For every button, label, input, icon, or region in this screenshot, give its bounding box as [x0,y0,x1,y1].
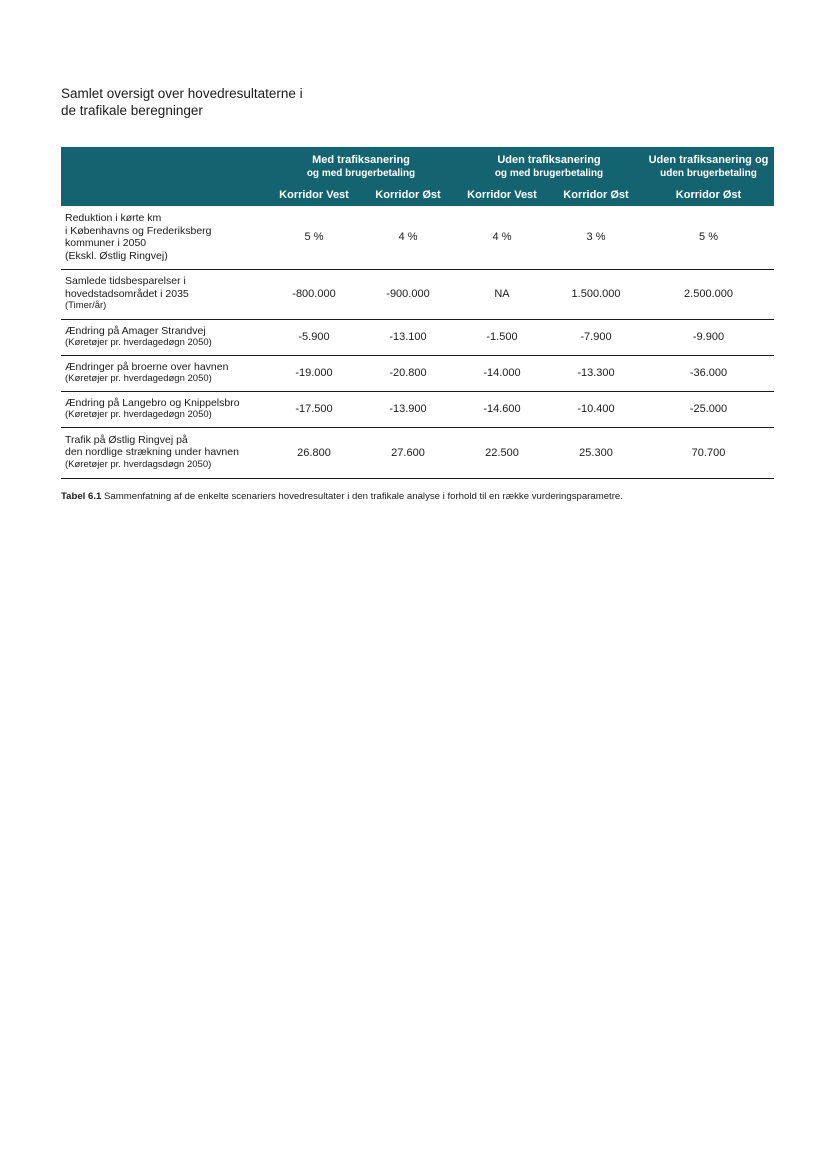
table-cell: 4 % [455,206,549,269]
row-label-unit: (Timer/år) [65,300,107,312]
table-caption [61,491,781,502]
row-label-line: (Ekskl. Østlig Ringvej) [65,249,168,262]
table-cell: -36.000 [643,355,774,391]
table-row [61,269,774,319]
table-cell: NA [455,269,549,319]
group-header-3-line2: uden brugerbetaling [660,168,757,179]
subheader-cell: Korridor Vest [267,184,361,206]
title-line-1: Samlet oversigt over hovedresultaterne i [61,86,303,101]
group-header-3-line1: Uden trafiksanering og [648,154,769,166]
table-cell: -900.000 [361,269,455,319]
table-cell: -1.500 [455,319,549,355]
subheader-cell: Korridor Øst [361,184,455,206]
row-label-line: i Københavns og Frederiksberg [65,224,212,237]
table-cell: -800.000 [267,269,361,319]
group-header-3 [643,147,774,184]
row-label [61,269,267,319]
table-cell: -5.900 [267,319,361,355]
table-cell: -13.100 [361,319,455,355]
group-header-row [61,147,774,184]
row-label [61,206,267,269]
table-cell: -9.900 [643,319,774,355]
row-label-line: Ændringer på broerne over havnen [65,360,229,373]
row-label [61,427,267,478]
row-label-line: Ændring på Amager Strandvej [65,324,206,337]
group-header-2 [455,147,643,184]
subheader-cell: Korridor Øst [643,184,774,206]
table-cell: -14.000 [455,355,549,391]
table-cell: 27.600 [361,427,455,478]
row-label-line: den nordlige strækning under havnen [65,446,239,459]
table-cell: -13.300 [549,355,643,391]
table-cell: 2.500.000 [643,269,774,319]
group-header-2-line1: Uden trafiksanering [497,154,601,166]
row-label-unit: (Køretøjer pr. hverdagsdøgn 2050) [65,458,212,470]
table-row [61,391,774,427]
table-cell: 5 % [643,206,774,269]
row-label [61,391,267,427]
table-cell: -7.900 [549,319,643,355]
table-row [61,206,774,269]
group-header-1-line2: og med brugerbetaling [306,168,416,179]
table-row [61,319,774,355]
table-cell: 70.700 [643,427,774,478]
table-cell: -14.600 [455,391,549,427]
row-label-line: kommuner i 2050 [65,237,147,250]
row-label-line: Reduktion i kørte km [65,212,162,225]
table-cell: 25.300 [549,427,643,478]
page-title [61,85,361,119]
row-label-line: Trafik på Østlig Ringvej på [65,433,188,446]
subheader-cell: Korridor Øst [549,184,643,206]
table-row [61,355,774,391]
row-label-unit: (Køretøjer pr. hverdagedøgn 2050) [65,409,212,420]
title-line-2: de trafikale beregninger [61,103,203,118]
table-cell: 4 % [361,206,455,269]
table-row [61,427,774,478]
row-label [61,355,267,391]
table-cell: 22.500 [455,427,549,478]
table-cell: -25.000 [643,391,774,427]
group-header-2-line2: og med brugerbetaling [494,168,604,179]
group-header-1-line1: Med trafiksanering [312,154,410,166]
table-cell: -13.900 [361,391,455,427]
results-table [61,147,774,479]
table-cell: 5 % [267,206,361,269]
caption-text: Sammenfatning af de enkelte scenariers hovedresultater i den trafikale analyse i forhold til en række vurderingsparametre. [101,491,623,502]
group-header-1 [267,147,455,184]
table-cell: 3 % [549,206,643,269]
table-cell: 26.800 [267,427,361,478]
empty-header-cell [61,147,267,206]
table-cell: -17.500 [267,391,361,427]
table-cell: -10.400 [549,391,643,427]
row-label-unit: (Køretøjer pr. hverdagedøgn 2050) [65,337,212,348]
row-label-line: Ændring på Langebro og Knippelsbro [65,396,240,409]
row-label-unit: (Køretøjer pr. hverdagedøgn 2050) [65,373,212,384]
row-label-line: Samlede tidsbesparelser i [65,275,186,288]
row-label [61,319,267,355]
row-label-line: hovedstadsområdet i 2035 [65,287,189,300]
table-cell: -20.800 [361,355,455,391]
table-cell: -19.000 [267,355,361,391]
table-cell: 1.500.000 [549,269,643,319]
subheader-cell: Korridor Vest [455,184,549,206]
caption-label: Tabel 6.1 [61,491,102,502]
